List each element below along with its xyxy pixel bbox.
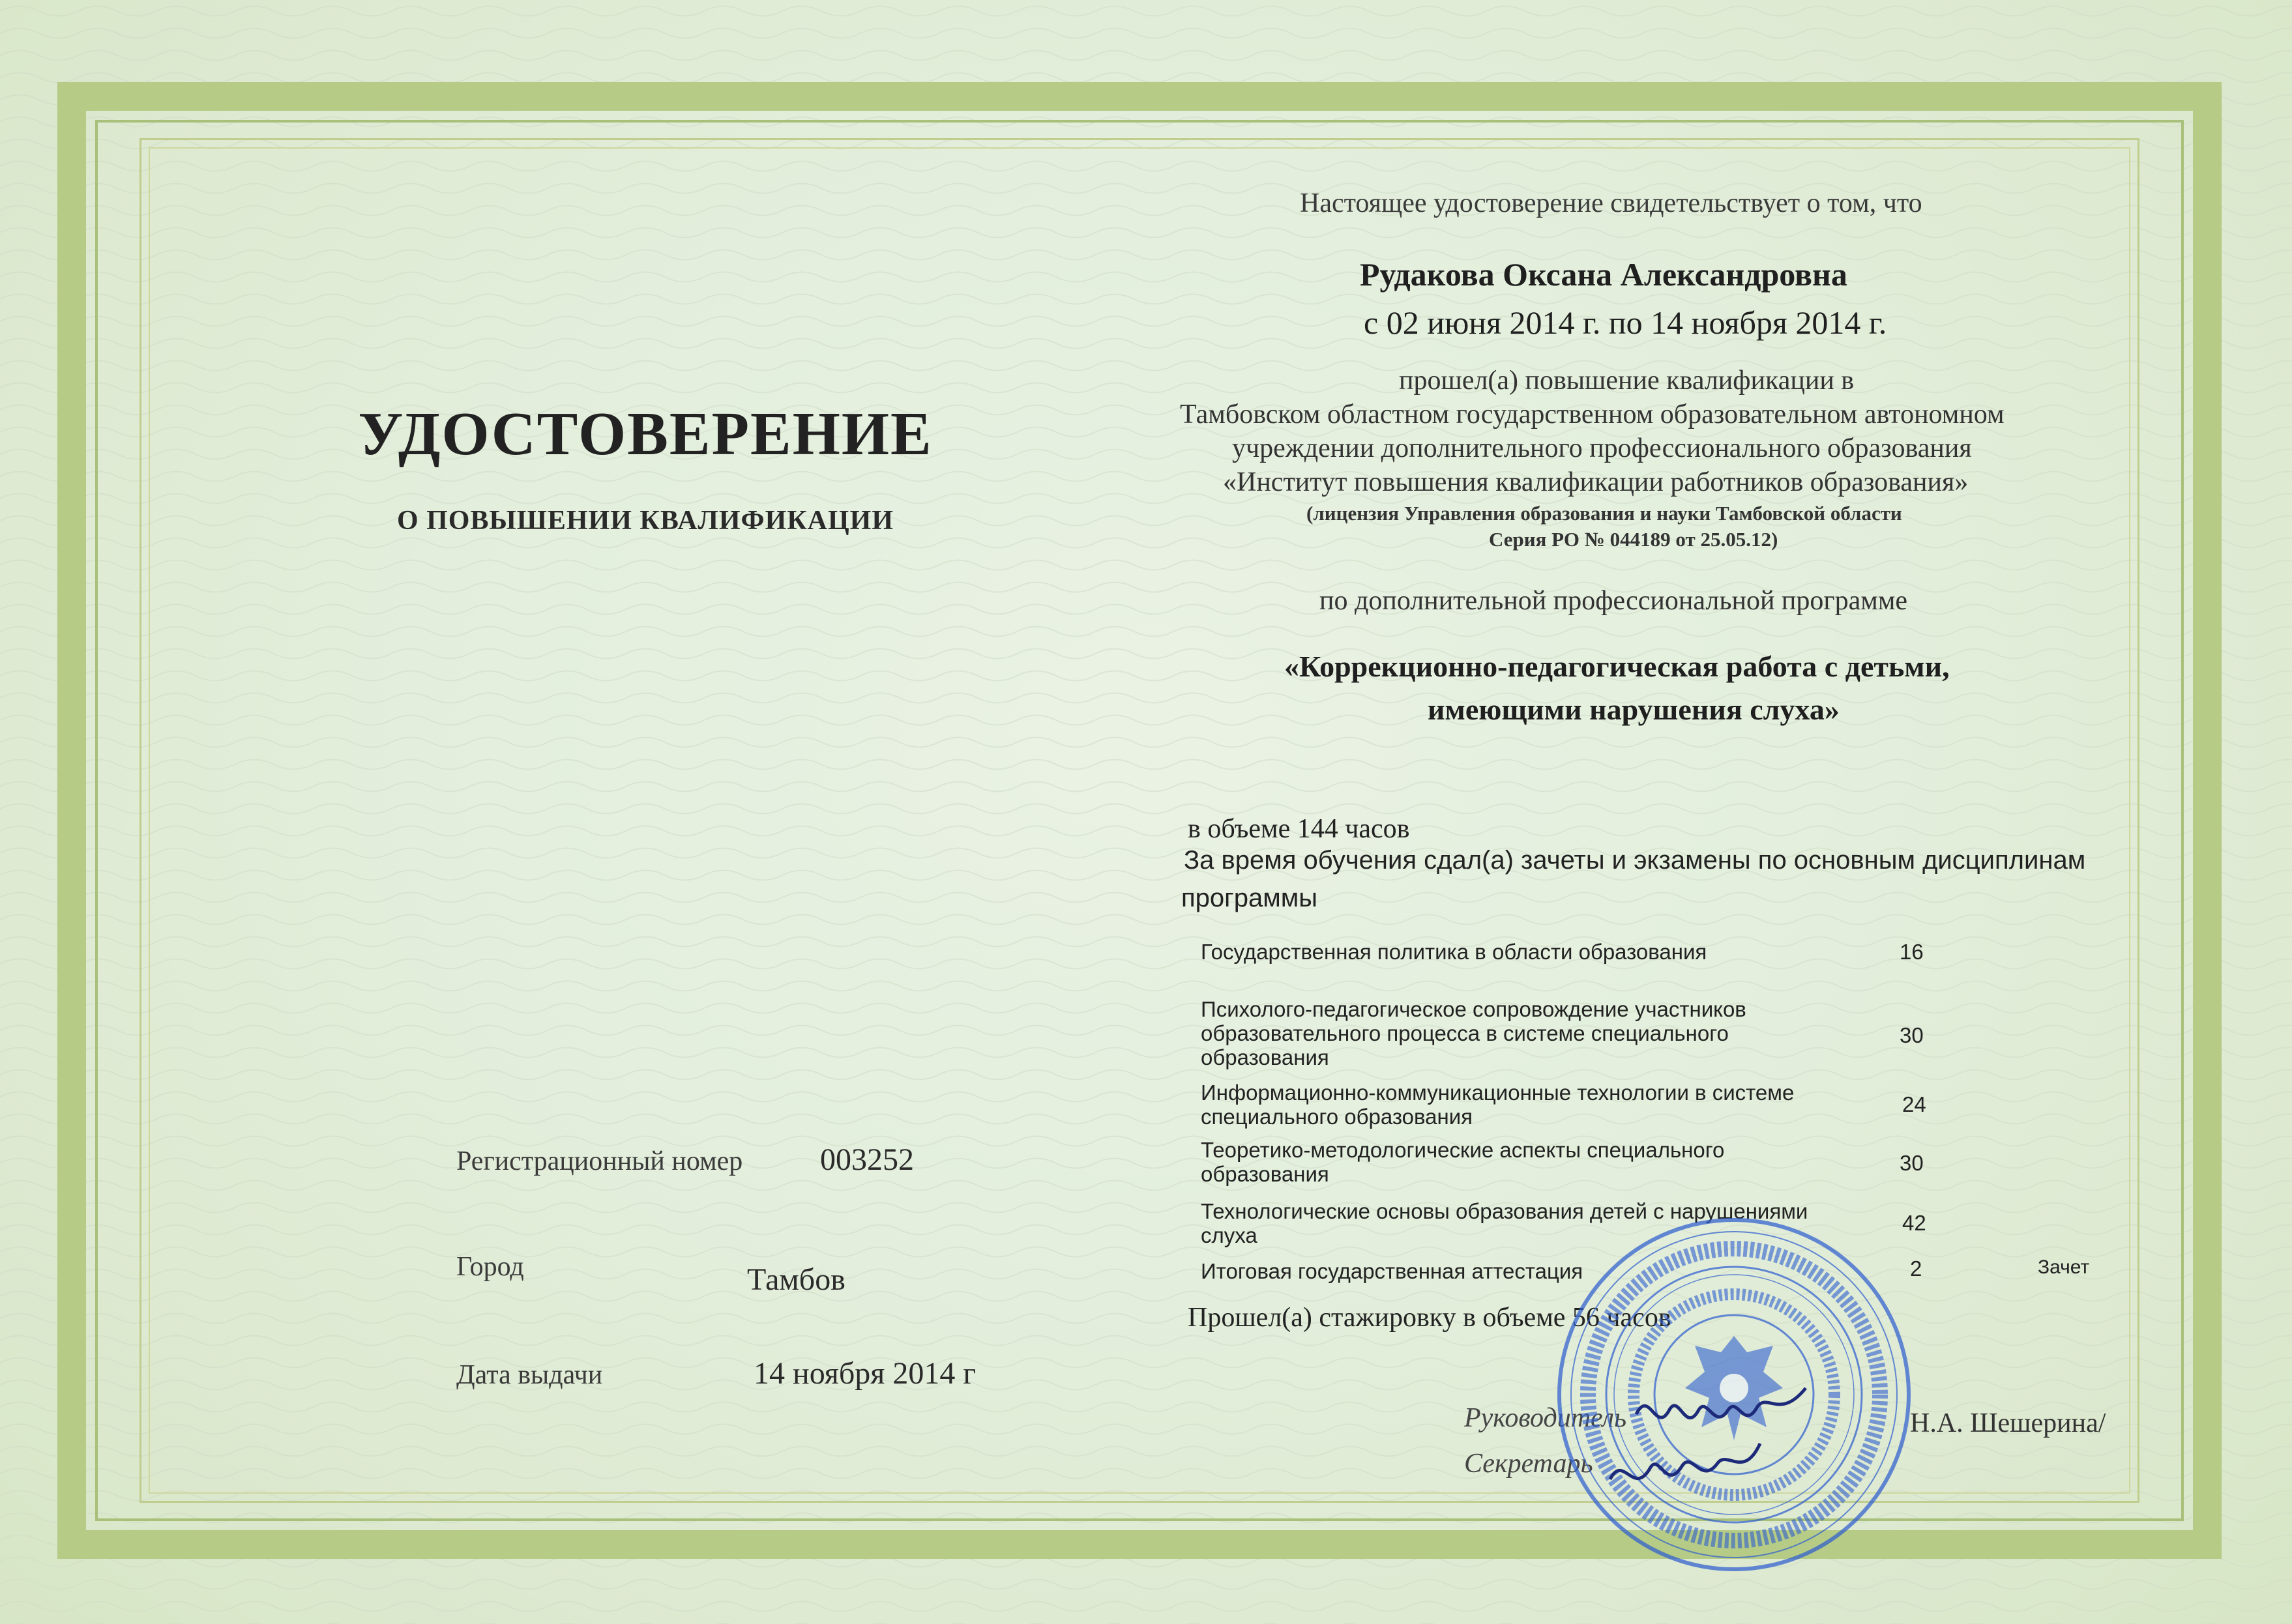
volume-hours: в объеме 144 часов <box>1188 814 1410 844</box>
internship-text: Прошел(а) стажировку в объеме 56 часов <box>1188 1303 1671 1333</box>
discipline-name: Технологические основы образования детей с нарушениями слуха <box>1201 1199 1808 1247</box>
discipline-hours: 2 <box>1910 1256 1922 1281</box>
registration-number-label: Регистрационный номер <box>456 1146 743 1176</box>
exams-text-line-1: За время обучения сдал(а) зачеты и экзамены по основным дисциплинам <box>1184 846 2086 875</box>
discipline-name: Государственная политика в области образования <box>1201 940 1707 964</box>
organization-line-2: учреждении дополнительного профессионального образования <box>1232 433 1972 463</box>
issue-date-value: 14 ноября 2014 г <box>754 1356 977 1391</box>
intro-text: Настоящее удостоверение свидетельствует о том, что <box>1300 188 1922 218</box>
discipline-hours: 30 <box>1900 1023 1924 1047</box>
head-name: Н.А. Шешерина/ <box>1910 1408 2106 1438</box>
qualification-text: прошел(а) повышение квалификации в <box>1399 366 1855 396</box>
discipline-hours: 30 <box>1900 1151 1924 1175</box>
program-intro: по дополнительной профессиональной программе <box>1319 586 1908 616</box>
program-title-line-1: «Коррекционно-педагогическая работа с детьми, <box>1284 650 1950 683</box>
secretary-signature <box>1604 1434 1767 1505</box>
study-period: с 02 июня 2014 г. по 14 ноября 2014 г. <box>1364 304 1887 341</box>
exams-text-line-2: программы <box>1181 884 1317 912</box>
license-line-2: Серия РО № 044189 от 25.05.12) <box>1489 528 1778 551</box>
holder-name: Рудакова Оксана Александровна <box>1360 256 1847 293</box>
discipline-hours: 16 <box>1900 940 1924 964</box>
registration-number-value: 003252 <box>820 1142 914 1177</box>
discipline-name: Психолого-педагогическое сопровождение участников образовательного процесса в системе специального образования <box>1201 997 1746 1069</box>
issue-date-label: Дата выдачи <box>456 1360 603 1390</box>
license-line-1: (лицензия Управления образования и науки Тамбовской области <box>1306 502 1902 525</box>
certificate-title: УДОСТОВЕРЕНИЕ <box>358 400 933 468</box>
discipline-name: Теоретико-методологические аспекты специального образования <box>1201 1138 1725 1186</box>
certificate-subtitle: О ПОВЫШЕНИИ КВАЛИФИКАЦИИ <box>396 506 894 536</box>
program-title-line-2: имеющими нарушения слуха» <box>1428 693 1840 726</box>
organization-line-1: Тамбовском областном государственном образовательном автономном <box>1180 399 2005 429</box>
discipline-name: Информационно-коммуникационные технологии в системе специального образования <box>1201 1080 1795 1129</box>
discipline-name: Итоговая государственная аттестация <box>1201 1259 1583 1283</box>
discipline-hours: 42 <box>1902 1211 1926 1235</box>
secretary-label: Секретарь <box>1464 1449 1593 1479</box>
organization-line-3: «Институт повышения квалификации работников образования» <box>1223 467 1969 497</box>
city-value: Тамбов <box>747 1262 845 1297</box>
head-label: Руководитель <box>1464 1403 1627 1433</box>
discipline-result: Зачет <box>2038 1256 2090 1278</box>
city-label: Город <box>456 1252 524 1282</box>
discipline-hours: 24 <box>1902 1092 1926 1116</box>
